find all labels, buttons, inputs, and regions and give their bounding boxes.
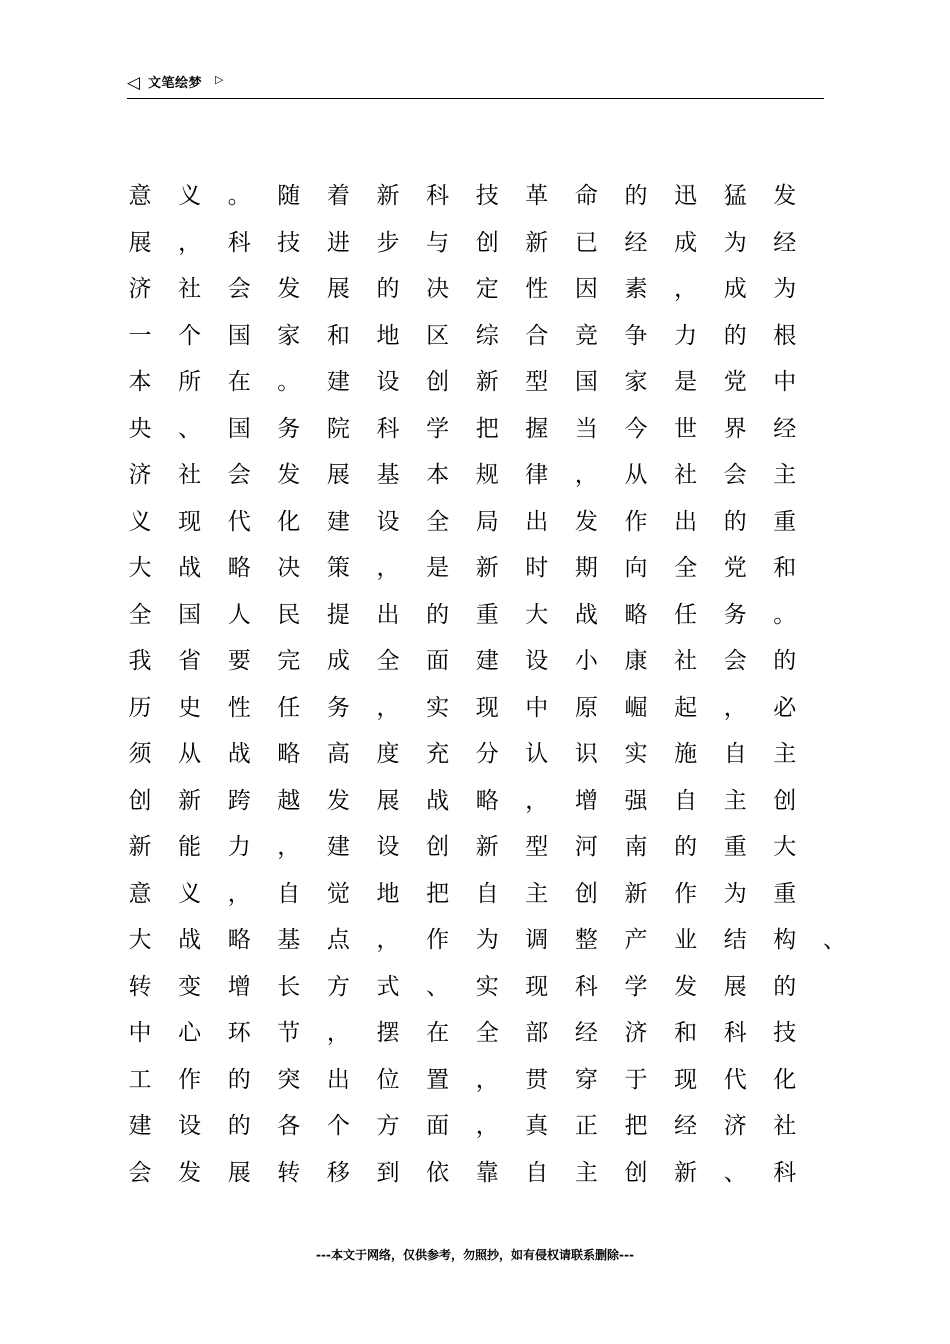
text-line: 本 所 在 。 建 设 创 新 型 国 家 是 党 中: [128, 369, 797, 395]
text-line: 须 从 战 略 高 度 充 分 认 识 实 施 自 主: [128, 741, 797, 767]
text-line: 意 义 。 随 着 新 科 技 革 命 的 迅 猛 发: [128, 183, 797, 209]
text-line: 济 社 会 发 展 的 决 定 性 因 素 ， 成 为: [128, 276, 797, 302]
text-line: 中 心 环 节 ， 摆 在 全 部 经 济 和 科 技: [128, 1020, 797, 1046]
text-line: 全 国 人 民 提 出 的 重 大 战 略 任 务 。: [128, 601, 797, 628]
text-line: 我 省 要 完 成 全 面 建 设 小 康 社 会 的: [128, 648, 797, 674]
text-line: 大 战 略 决 策 ， 是 新 时 期 向 全 党 和: [128, 555, 797, 581]
text-line: 会 发 展 转 移 到 依 靠 自 主 创 新 、 科: [128, 1159, 797, 1186]
text-line: 新 能 力 ， 建 设 创 新 型 河 南 的 重 大: [128, 834, 797, 860]
right-triangle-icon: ▷: [215, 73, 224, 86]
header-title: 文笔绘梦: [148, 76, 203, 91]
text-line: 历 史 性 任 务 ， 实 现 中 原 崛 起 ， 必: [128, 694, 797, 721]
text-line: 一 个 国 家 和 地 区 综 合 竞 争 力 的 根: [128, 322, 797, 349]
text-line: 转 变 增 长 方 式 、 实 现 科 学 发 展 的: [128, 973, 797, 1000]
text-line: 工 作 的 突 出 位 置 ， 贯 穿 于 现 代 化: [128, 1066, 797, 1093]
text-line: 意 义 ， 自 觉 地 把 自 主 创 新 作 为 重: [128, 880, 797, 907]
document-body: [117, 173, 877, 1196]
page-footer: ---本文于网络，仅供参考，勿照抄，如有侵权请联系删除---: [316, 1248, 634, 1262]
text-line: 大 战 略 基 点 ， 作 为 调 整 产 业 结 构 、: [128, 927, 846, 953]
text-line: 济 社 会 发 展 基 本 规 律 ， 从 社 会 主: [128, 462, 797, 488]
left-triangle-icon: ◁: [127, 73, 141, 93]
text-line: 央 、 国 务 院 科 学 把 握 当 今 世 界 经: [128, 415, 797, 442]
text-line: 建 设 的 各 个 方 面 ， 真 正 把 经 济 社: [128, 1113, 797, 1139]
text-line: 创 新 跨 越 发 展 战 略 ， 增 强 自 主 创: [128, 787, 797, 814]
text-line: 展 ， 科 技 进 步 与 创 新 已 经 成 为 经: [128, 229, 797, 256]
page-header: [127, 72, 824, 99]
text-line: 义 现 代 化 建 设 全 局 出 发 作 出 的 重: [128, 508, 797, 535]
